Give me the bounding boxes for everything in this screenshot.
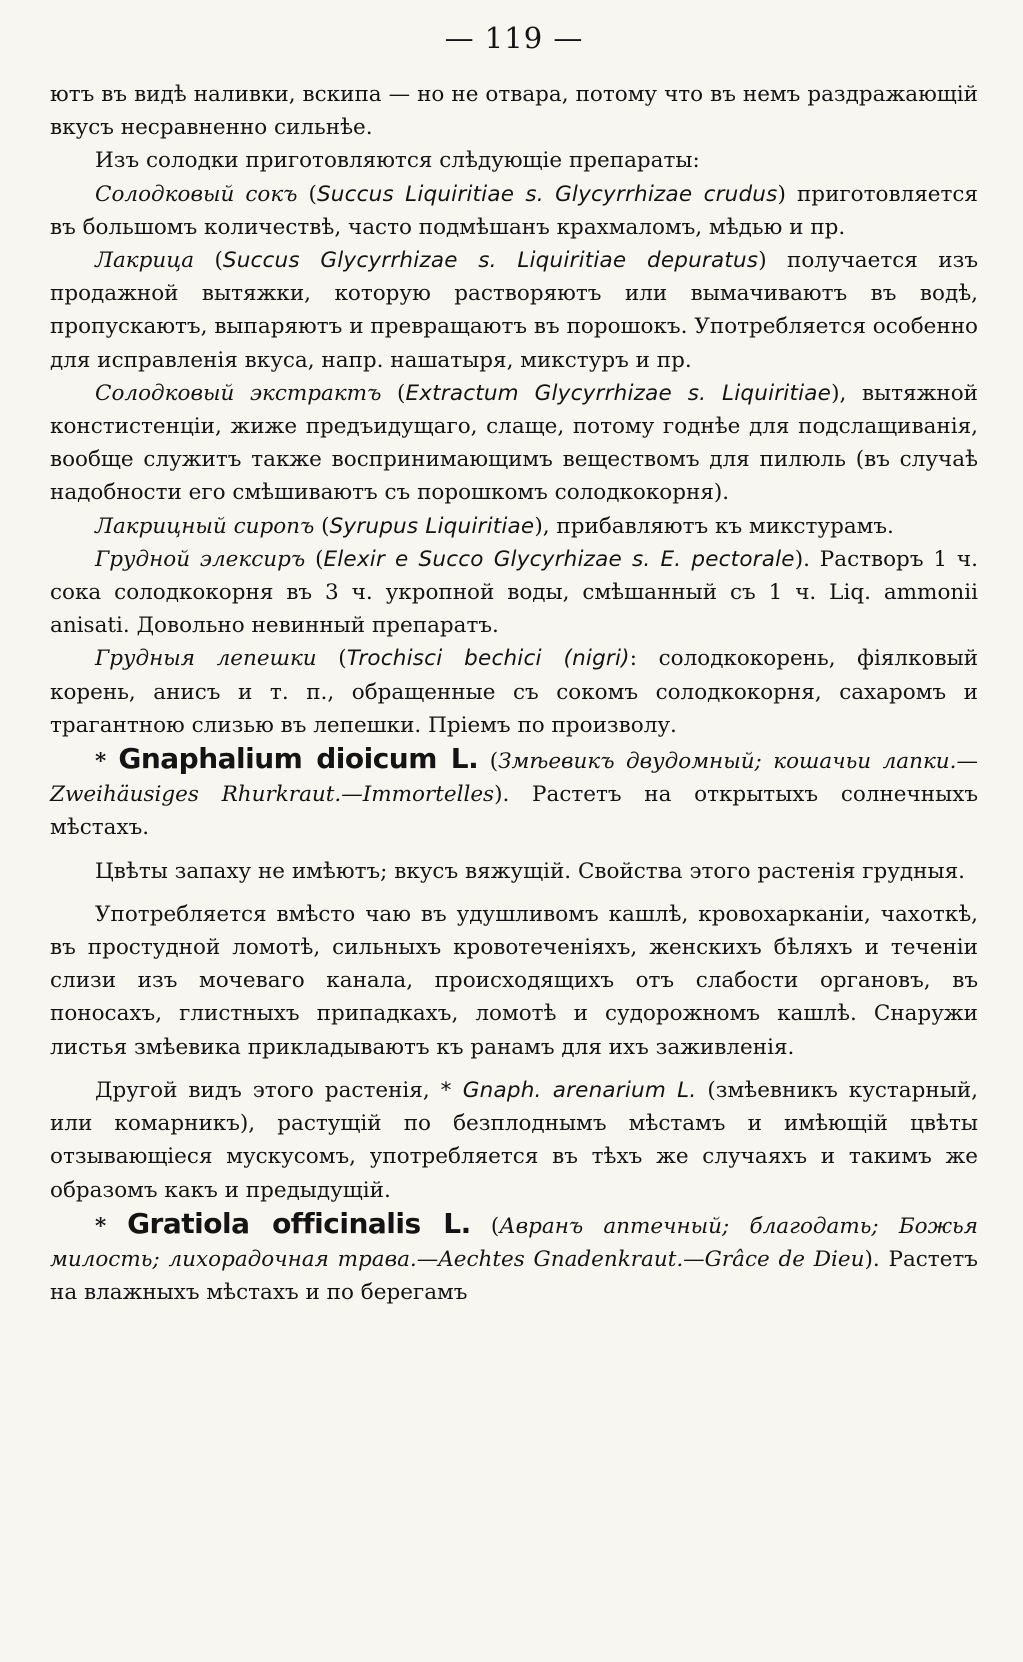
entry-text: прибавляютъ къ микстурамъ.	[549, 513, 894, 539]
paren-open: (	[297, 181, 317, 207]
entry-name-ru: Лакрицный сиропъ	[95, 513, 315, 539]
paren-open: (	[305, 546, 324, 572]
common-names: Авранъ аптечный; благодать; Божья милость; лихорадочная трава.—Aechtes Gnadenkraut.—Grâce de Dieu	[50, 1213, 978, 1272]
entry-text: Другой видъ этого растенія,	[95, 1077, 441, 1103]
species-name: Gratiola officinalis L.	[127, 1206, 471, 1240]
paren-close: )	[777, 181, 786, 207]
entry-name-latin: Extractum Glycyrrhizae s. Liquiritiae	[405, 380, 832, 406]
paren-close: ).	[494, 782, 510, 808]
entry-text: Растетъ на открытыхъ солнечныхъ мѣстахъ.	[50, 782, 978, 841]
paragraph-properties: Цвѣты запаху не имѣютъ; вкусъ вяжущій. Свойства этого растенія грудныя.	[95, 858, 965, 884]
entry-lakritsa	[50, 244, 978, 377]
entry-gratiola-officinalis	[50, 1207, 978, 1310]
entry-text: (змѣевникъ кустарный, или комарникъ), растущій по безплоднымъ мѣстамъ и имѣющій цвѣты отзывающіеся мускусомъ, употребляется въ тѣхъ же случаяхъ и такимъ же образомъ какъ и предыдущій.	[50, 1077, 978, 1203]
entry-name-ru: Солодковый сокъ	[95, 181, 298, 207]
book-page	[50, 20, 978, 1309]
paren-open: (	[194, 248, 223, 274]
paragraph-usage: Употребляется вмѣсто чаю въ удушливомъ кашлѣ, кровохарканіи, чахоткѣ, въ простудной ломотѣ, сильныхъ кровотеченіяхъ, женскихъ бѣляхъ и теченіи слизи изъ мочеваго канала, происходящихъ отъ слабости органовъ, въ поносахъ, глистныхъ припадкахъ, ломотѣ и судорожномъ кашлѣ. Снаружи листья змѣевика прикладываютъ къ ранамъ для ихъ заживленія.	[50, 901, 978, 1060]
paren-open: (	[381, 380, 406, 406]
paren-close: )	[758, 248, 767, 274]
entry-gnaphalium-dioicum	[50, 742, 978, 845]
star-marker: *	[95, 1213, 128, 1239]
entry-text: приготовляется въ большомъ количествѣ, часто подмѣшанъ крахмаломъ, мѣдью и пр.	[50, 181, 978, 240]
entry-text: Растворъ 1 ч. сока солодкокорня въ 3 ч. укропной воды, смѣшанный съ 1 ч. Liq. ammonii anisati. Довольно невинный препаратъ.	[50, 546, 978, 639]
species-name: Gnaphalium dioicum L.	[118, 742, 479, 776]
entry-name-latin: Succus Liquiritiae s. Glycyrrhizae crudus	[316, 181, 778, 207]
common-names: Змѣевикъ двудомный; кошачьи лапки.—Zweihäusiges Rhurkraut.—Immortelles	[50, 749, 978, 808]
entry-name-latin: Succus Glycyrrhizae s. Liquiritiae depuratus	[222, 248, 759, 274]
entry-solodkovyi-sok	[50, 178, 978, 244]
entry-text: Растетъ на влажныхъ мѣстахъ и по берегамъ	[50, 1246, 978, 1306]
paren-close: :	[629, 646, 637, 672]
paragraph-preparations-intro: Изъ солодки приготовляются слѣдующіе препараты:	[95, 148, 700, 174]
entry-name-latin: Trochisci bechici (nigri)	[346, 646, 630, 672]
entry-name-ru: Лакрица	[95, 248, 195, 274]
paren-open: (	[316, 646, 347, 672]
entry-text: получается изъ продажной вытяжки, которую растворяютъ или вымачиваютъ въ водѣ, пропускаютъ, выпаряютъ и превращаютъ въ порошокъ. Употребляется особенно для исправленія вкуса, напр. нашатыря, микстуръ и пр.	[50, 248, 978, 373]
entry-grudnoi-eleksir	[50, 543, 978, 643]
paren-open: (	[470, 1213, 500, 1239]
entry-lakritsnyi-sirop	[50, 510, 978, 543]
entry-name-ru: Грудной элексиръ	[95, 546, 306, 572]
paren-close: ),	[534, 513, 550, 539]
paren-close: ).	[794, 546, 810, 572]
entry-name-ru: Солодковый экстрактъ	[95, 380, 382, 406]
paren-open: (	[478, 749, 499, 775]
paren-close: ).	[864, 1246, 880, 1272]
entry-name-ru: Грудныя лепешки	[95, 646, 317, 672]
entry-grudnye-lepeshki	[50, 642, 978, 742]
entry-text: вытяжной констистенціи, жиже предъидущаго, слаще, потому годнѣе для подслащиванія, вообще служитъ также воспринимающимъ веществомъ для пилюль (въ случаѣ надобности его смѣшиваютъ съ порошкомъ солодкокорня).	[50, 380, 978, 506]
paragraph-continuation: ютъ въ видѣ наливки, вскипа — но не отвара, потому что въ немъ раздражающій вкусъ несравненно сильнѣе.	[50, 82, 978, 141]
page-number: — 119 —	[444, 21, 584, 55]
paren-open: (	[314, 513, 330, 539]
star-marker: *	[95, 749, 119, 775]
species-name-latin: * Gnaph. arenarium L.	[440, 1077, 697, 1103]
entry-text: солодкокорень, фіялковый корень, анисъ и т. п., обращенные съ сокомъ солодкокорня, сахаромъ и трагантною слизью въ лепешки. Пріемъ по произволу.	[50, 646, 979, 738]
entry-name-latin: Elexir e Succo Glycyrhizae s. E. pectorale	[323, 546, 795, 572]
entry-name-latin: Syrupus Liquiritiae	[329, 513, 535, 539]
entry-solodkovyi-ekstrakt	[50, 377, 978, 510]
paren-close: ),	[831, 380, 847, 406]
paragraph-other-species	[50, 1074, 978, 1207]
